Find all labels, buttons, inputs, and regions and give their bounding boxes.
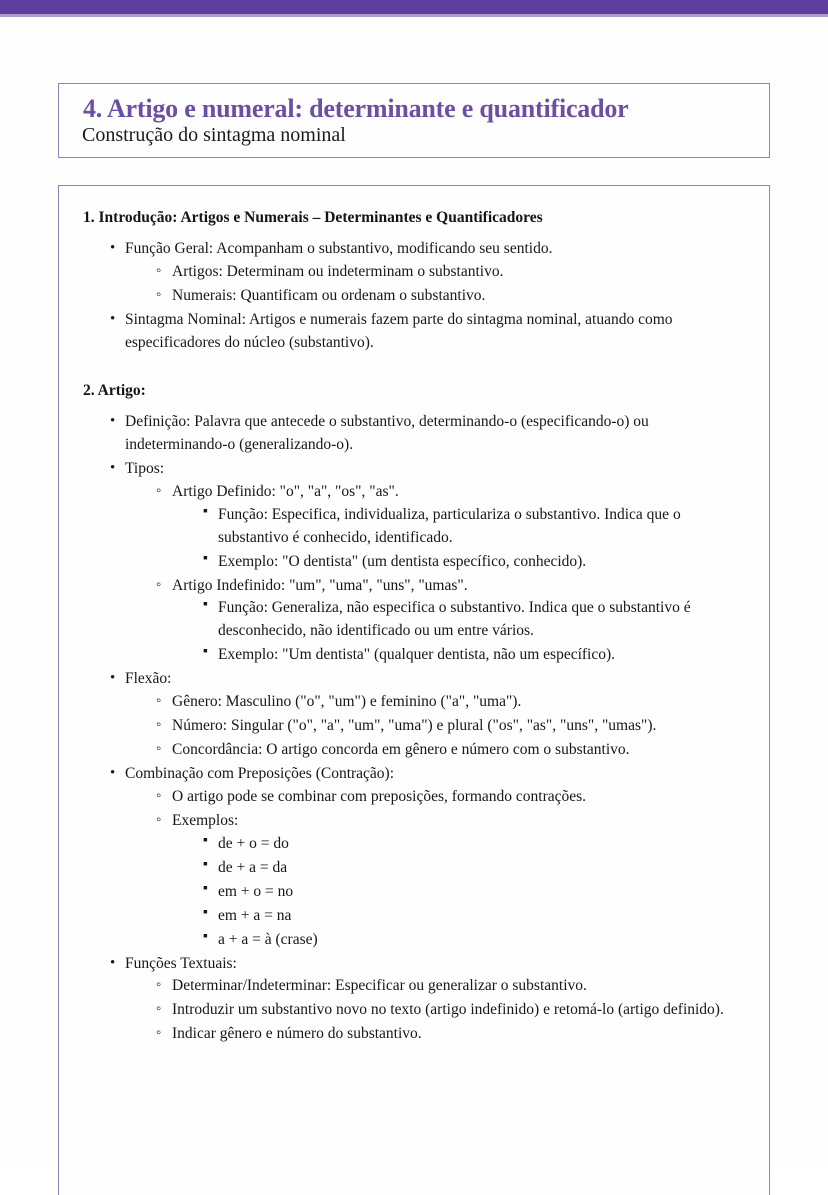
list-item-text: ▪ Exemplo: "Um dentista" (qualquer dentista, não um específico). — [218, 646, 616, 664]
bullet-list-level-2 — [125, 261, 743, 308]
bullet-list-level-1 — [83, 238, 743, 355]
list-item — [156, 691, 743, 714]
list-item — [156, 810, 743, 952]
list-item-text: ◦ Artigo Indefinido: "um", "uma", "uns", "umas". — [172, 576, 468, 594]
list-item — [156, 715, 743, 738]
list-item-text: • Função Geral: Acompanham o substantivo, modificando seu sentido. — [125, 240, 553, 258]
list-item-text: ▪ de + a = da — [218, 858, 288, 876]
list-item-text: ◦ Concordância: O artigo concorda em gênero e número com o substantivo. — [172, 741, 630, 759]
list-item-text: ▪ Função: Especifica, individualiza, particulariza o substantivo. Indica que o substantivo é conhecido, identificado. — [218, 505, 681, 546]
list-item-text: ◦ O artigo pode se combinar com preposições, formando contrações. — [172, 787, 587, 805]
title-box — [58, 83, 770, 158]
list-item-text: ▪ a + a = à (crase) — [218, 930, 318, 948]
list-item-text: ◦ Gênero: Masculino ("o", "um") e feminino ("a", "uma"). — [172, 693, 522, 711]
list-item — [156, 739, 743, 762]
bullet-list-level-2 — [125, 786, 743, 952]
list-item-text: ◦ Artigo Definido: "o", "a", "os", "as". — [172, 482, 399, 500]
list-item — [109, 763, 743, 952]
list-item — [109, 668, 743, 762]
list-item-text: • Sintagma Nominal: Artigos e numerais fazem parte do sintagma nominal, atuando como especificadores do núcleo (substantivo). — [125, 310, 673, 351]
page-subtitle: Construção do sintagma nominal — [82, 124, 346, 146]
list-item — [156, 999, 743, 1022]
bullet-list-level-1 — [83, 411, 743, 1046]
list-item-text: ◦ Artigos: Determinam ou indeterminam o substantivo. — [172, 263, 504, 281]
list-item — [156, 975, 743, 998]
list-item-text: ▪ em + a = na — [218, 906, 292, 924]
list-item — [202, 857, 743, 880]
content-body — [59, 186, 769, 1046]
page-title: 4. Artigo e numeral: determinante e quantificador — [83, 94, 629, 123]
list-item — [156, 575, 743, 668]
list-item-text: ◦ Exemplos: — [172, 811, 239, 829]
list-item — [202, 881, 743, 904]
bullet-list-level-2 — [125, 481, 743, 668]
top-accent-band — [0, 0, 828, 14]
list-item-text: ◦ Introduzir um substantivo novo no texto (artigo indefinido) e retomá-lo (artigo definido). — [172, 1001, 724, 1019]
list-item-text: • Funções Textuais: — [125, 954, 237, 972]
list-item — [109, 953, 743, 1047]
bullet-list-level-3 — [172, 597, 743, 667]
bullet-list-level-2 — [125, 975, 743, 1046]
list-item — [109, 458, 743, 667]
list-item-text: • Definição: Palavra que antecede o substantivo, determinando-o (especificando-o) ou indeterminando-o (generalizando-o). — [125, 412, 649, 453]
list-item-text: • Combinação com Preposições (Contração): — [125, 765, 395, 783]
bullet-list-level-3 — [172, 833, 743, 952]
list-item — [202, 905, 743, 928]
list-item-text: ▪ em + o = no — [218, 882, 294, 900]
list-item — [202, 833, 743, 856]
list-item-text: ◦ Número: Singular ("o", "a", "um", "uma") e plural ("os", "as", "uns", "umas"). — [172, 717, 657, 735]
list-item — [202, 929, 743, 952]
list-item — [156, 1023, 743, 1046]
list-item-text: • Flexão: — [125, 670, 172, 688]
list-item — [109, 309, 743, 355]
list-item — [109, 411, 743, 457]
list-item — [202, 551, 743, 574]
list-item-text: ▪ Função: Generaliza, não especifica o substantivo. Indica que o substantivo é desconhecido, não identificado ou um entre vários. — [218, 599, 691, 640]
list-item — [156, 481, 743, 574]
section-heading: 1. Introdução: Artigos e Numerais – Determinantes e Quantificadores — [83, 209, 543, 226]
list-item — [109, 238, 743, 308]
list-item — [156, 786, 743, 809]
content-box — [58, 185, 770, 1195]
bullet-list-level-2 — [125, 691, 743, 762]
section-heading: 2. Artigo: — [83, 381, 146, 399]
list-item — [202, 597, 743, 643]
list-item-text: ▪ de + o = do — [218, 834, 289, 852]
bullet-list-level-3 — [172, 504, 743, 574]
document-page — [0, 17, 828, 1171]
list-item-text: ◦ Indicar gênero e número do substantivo. — [172, 1025, 422, 1043]
list-item — [156, 261, 743, 284]
list-item-text: ▪ Exemplo: "O dentista" (um dentista específico, conhecido). — [218, 552, 587, 570]
list-item — [202, 504, 743, 550]
list-item — [156, 285, 743, 308]
list-item-text: • Tipos: — [125, 459, 165, 477]
list-item — [202, 644, 743, 667]
list-item-text: ◦ Determinar/Indeterminar: Especificar ou generalizar o substantivo. — [172, 977, 587, 995]
list-item-text: ◦ Numerais: Quantificam ou ordenam o substantivo. — [172, 287, 486, 305]
